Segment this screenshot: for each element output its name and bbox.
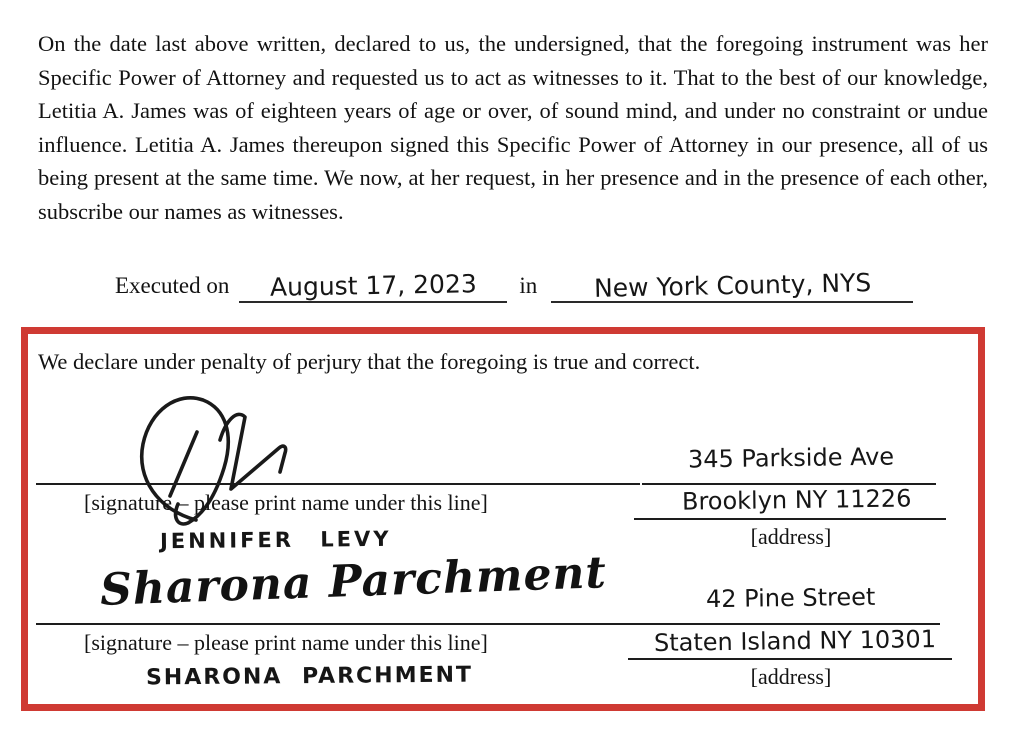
- witness2-address-rule2: [628, 658, 952, 660]
- witness2-address-line2: Staten Island NY 10301: [653, 625, 937, 657]
- attestation-paragraph: On the date last above written, declared to us, the undersigned, that the foregoing instrument was her Specific Power of Attorney and requested us to act as witnesses to it. That to the best of our knowledge, Letitia A. James was of eighteen years of age or over, of sound mind, and under no constraint or undue influence. Letitia A. James thereupon signed this Specific Power of Attorney in our presence, all of us being present at the same time. We now, at her request, in her presence and in the presence of each other, subscribe our names as witnesses.: [38, 31, 988, 224]
- witness2-address-caption: [address]: [750, 664, 832, 689]
- in-label: in: [519, 273, 538, 298]
- execution-location-handwriting: New York County, NYS: [593, 268, 872, 303]
- perjury-declaration: We declare under penalty of perjury that the foregoing is true and correct.: [38, 349, 701, 374]
- witness2-printed-name: SHARONA PARCHMENT: [145, 662, 474, 691]
- witness2-address-line1: 42 Pine Street: [706, 582, 876, 614]
- witness1-signature-caption: [signature – please print name under this line]: [84, 490, 488, 515]
- witness2-signature-line: [36, 623, 640, 625]
- executed-line: [115, 268, 913, 303]
- witness1-address-line1: 345 Parkside Ave: [687, 442, 895, 474]
- witness1-address-caption: [address]: [750, 524, 832, 549]
- execution-date-handwriting: August 17, 2023: [269, 269, 477, 302]
- annotation-box: [21, 327, 985, 711]
- witness1-signature-line: [36, 483, 640, 485]
- witness1-address-rule2: [634, 518, 946, 520]
- executed-on-label: Executed on: [115, 273, 230, 298]
- witness1-address-line2: Brooklyn NY 11226: [682, 484, 912, 516]
- witness1-printed-name: JENNIFER LEVY: [159, 526, 392, 554]
- execution-location-blank: [551, 268, 913, 303]
- witness2-signature-handwriting: Sharona Parchment: [99, 547, 608, 616]
- execution-date-blank: [239, 271, 507, 303]
- witness2-signature-caption: [signature – please print name under this line]: [84, 630, 488, 655]
